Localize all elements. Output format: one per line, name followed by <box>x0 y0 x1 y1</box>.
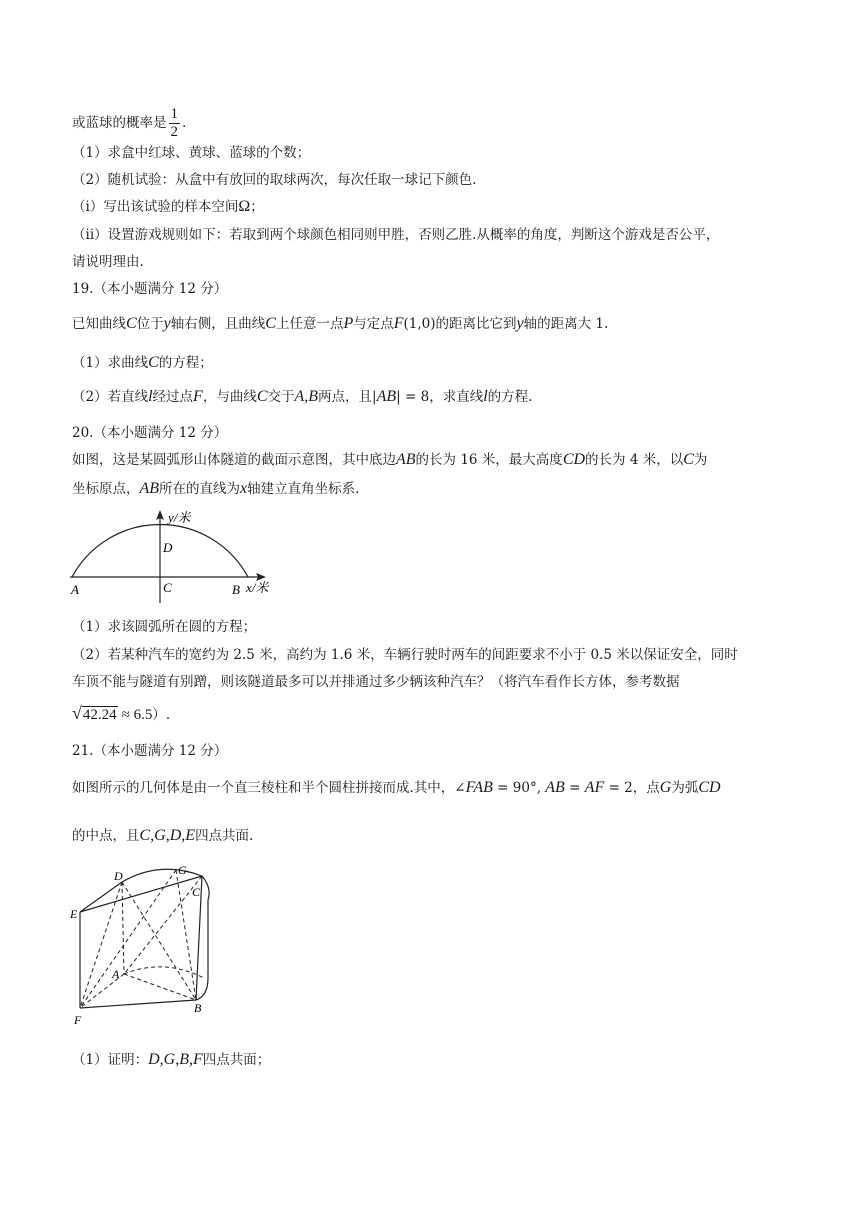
q20-header: 20.（本小题满分 12 分） <box>72 425 228 441</box>
text-run: 与定点 <box>353 316 394 332</box>
text-run: 轴右侧，且曲线 <box>170 316 266 332</box>
math-symbol: C <box>683 451 694 468</box>
edge-D-A <box>122 882 124 974</box>
math-symbol: l <box>148 388 153 405</box>
q20-part2: （2）若某种汽车的宽约为 2.5 米，高约为 1.6 米，车辆行驶时两车的间距要求不小于 0.5 米以保证安全，同时 <box>72 647 738 663</box>
text-run: 已知曲线 <box>72 316 126 332</box>
text-run: ，求直线 <box>429 389 484 405</box>
text-run: = 90°, <box>492 780 546 796</box>
q18-part-i-text: （i）写出该试验的样本空间 <box>72 199 239 215</box>
math-symbol: CD <box>698 779 721 796</box>
q18-part1: （1）求盒中红球、黄球、蓝球的个数； <box>72 145 311 161</box>
y-axis-label: y/米 <box>168 510 191 525</box>
text-run: 如图所示的几何体是由一个直三棱柱和半个圆柱拼接而成.其中， <box>72 780 455 796</box>
q19-part1 <box>72 353 213 373</box>
text-run: 的方程； <box>158 355 213 371</box>
edge-E-C <box>80 876 202 912</box>
text-run: （1）证明： <box>72 1052 149 1068</box>
q18-part2: （2）随机试验：从盒中有放回的取球两次，每次任取一球记下颜色. <box>72 172 477 188</box>
math-symbol: AB <box>396 451 416 468</box>
q19-part2 <box>72 387 532 407</box>
point-B-label: B <box>194 1001 202 1015</box>
math-symbol: AB <box>139 480 160 497</box>
math-symbol: x <box>240 480 248 497</box>
q18-line0-end: . <box>182 115 187 131</box>
q20-part2-cont: 车顶不能与隧道有别蹭，则该隧道最多可以并排通过多少辆该种汽车？（将汽车看作长方体，参考数据 <box>72 674 680 690</box>
math-symbol: C <box>256 388 268 405</box>
sqrt-radicand: 42.24 <box>82 707 117 723</box>
math-symbol: AB <box>376 388 397 405</box>
text-run: （2）若直线 <box>72 389 149 405</box>
math-symbol: C <box>148 354 159 371</box>
text-run: 上任意一点 <box>275 316 344 332</box>
text-run: 轴建立直角坐标系. <box>247 481 360 497</box>
q18-part-i-end: ； <box>250 199 264 215</box>
math-symbol: A,B <box>294 388 319 405</box>
point-C-label: C <box>192 885 201 899</box>
text-run: 坐标原点， <box>72 481 140 497</box>
math-symbol: l <box>483 388 488 405</box>
text-run: ，点 <box>632 780 660 796</box>
edge-D-B <box>122 882 196 1000</box>
x-axis-label: x/米 <box>246 580 269 595</box>
point-E-label: E <box>70 907 78 921</box>
text-run: 位于 <box>136 316 164 332</box>
q21-stem-line2 <box>72 826 253 846</box>
point-D-label: D <box>163 540 173 555</box>
q20-stem-line1 <box>72 450 707 470</box>
text-run: (1,0) <box>403 316 436 332</box>
q18-line0-text: 或蓝球的概率是 <box>72 115 167 131</box>
text-run: 两点，且 <box>318 389 373 405</box>
text-run: 交于 <box>267 389 295 405</box>
point-C-label: C <box>163 580 172 595</box>
text-run: | = 8 <box>396 389 430 405</box>
point-A-label: A <box>71 582 79 597</box>
q21-stem-line1 <box>72 778 721 798</box>
text-run: 的长为 16 米，最大高度 <box>415 452 563 468</box>
math-symbol: F <box>393 315 404 332</box>
text-run: = 2 <box>604 780 633 796</box>
math-symbol: CD <box>562 451 586 468</box>
text-run: 轴的距离大 1. <box>523 316 609 332</box>
sqrt-icon: √ <box>72 703 82 723</box>
math-symbol: P <box>343 315 354 332</box>
text-run: 如图，这是某圆弧形山体隧道的截面示意图，其中底边 <box>72 452 396 468</box>
q21-part1 <box>72 1050 270 1070</box>
math-symbol: C,G,D,E <box>139 827 196 844</box>
text-run: 的距离比它到 <box>435 316 517 332</box>
math-symbol: F <box>193 388 203 405</box>
approx-value: ≈ 6.5 <box>121 707 153 723</box>
q19-header: 19.（本小题满分 12 分） <box>72 281 228 297</box>
math-symbol: y <box>163 315 171 332</box>
text-run: 为弧 <box>671 780 699 796</box>
math-symbol: y <box>516 315 524 332</box>
text-run: 的方程. <box>487 389 533 405</box>
text-run: （1）求曲线 <box>72 355 149 371</box>
fraction-denominator: 2 <box>170 124 178 140</box>
text-run: ，与曲线 <box>202 389 257 405</box>
q18-part-i <box>72 197 264 217</box>
text-run: 经过点 <box>152 389 194 405</box>
fraction-numerator: 1 <box>170 106 178 122</box>
text-run: 所在的直线为 <box>159 481 241 497</box>
text-run: 为 <box>693 452 708 468</box>
omega-symbol: Ω <box>238 198 251 215</box>
fraction-one-half <box>169 106 181 141</box>
math-symbol: AB <box>545 779 565 796</box>
text-run: 的长为 4 米，以 <box>585 452 684 468</box>
point-G-label: G <box>178 863 187 877</box>
text-run: 的中点，且 <box>72 828 140 844</box>
prism-figure <box>64 860 224 1030</box>
q18-part-ii-cont: 请说明理由. <box>72 254 144 270</box>
q20-part1: （1）求该圆弧所在圆的方程； <box>72 619 257 635</box>
q20-stem-line2 <box>72 479 359 499</box>
edge-C-A <box>124 876 202 974</box>
point-D-label: D <box>114 869 123 883</box>
q19-stem <box>72 314 608 334</box>
text-run: ∠ <box>454 780 466 796</box>
q21-header: 21.（本小题满分 12 分） <box>72 743 228 759</box>
q18-line0 <box>72 106 186 141</box>
text-run: 四点共面. <box>195 828 254 844</box>
q20-sqrt-line <box>72 703 170 725</box>
tunnel-figure <box>66 506 286 606</box>
math-symbol: C <box>265 315 276 332</box>
math-symbol: C <box>126 315 137 332</box>
text-run: = <box>564 780 585 796</box>
math-symbol: FAB <box>465 779 493 796</box>
point-F-label: F <box>74 1013 82 1027</box>
point-A-label: A <box>112 967 120 981</box>
text-run: 四点共面； <box>202 1052 271 1068</box>
text-run: | <box>372 389 377 405</box>
math-symbol: G <box>659 779 672 796</box>
math-symbol: AF <box>584 779 605 796</box>
edge-F-B <box>80 1000 196 1008</box>
q18-part-ii: （ii）设置游戏规则如下：若取到两个球颜色相同则甲胜，否则乙胜.从概率的角度，判断这个游戏是否公平， <box>72 227 720 243</box>
math-symbol: D,G,B,F <box>148 1051 203 1068</box>
edge-E-D <box>80 882 122 912</box>
edge-A-B <box>124 974 196 1000</box>
point-B-label: B <box>232 582 240 597</box>
q20-sqrt-line-end: ）. <box>152 707 171 723</box>
